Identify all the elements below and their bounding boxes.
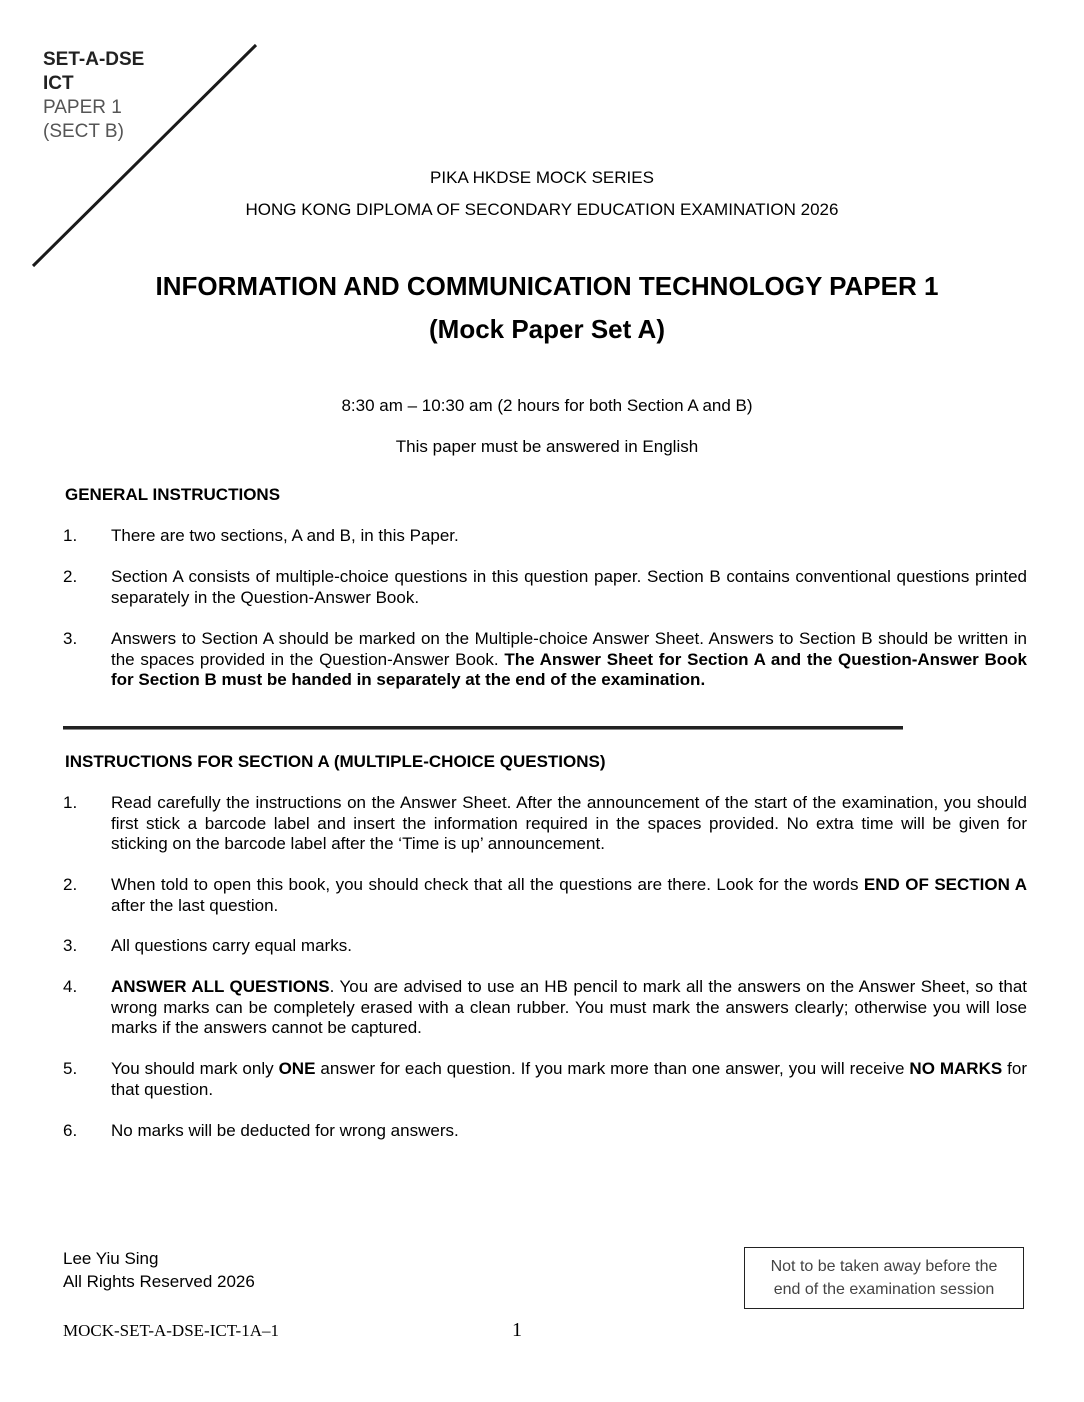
list-item: 1. Read carefully the instructions on the Answer Sheet. After the announcement of the start of the examination, you should first stick a barcode label and insert the information required in the spaces provided. No extra time will be given for sticking on the barcode label after the ‘Time is up’ announcement.	[63, 793, 1027, 853]
list-item: 3. Answers to Section A should be marked on the Multiple-choice Answer Sheet. Answers to Section B should be written in the spaces provided in the Question-Answer Book. The Answer Sheet for Section A and the Question-Answer Book for Section B must be handed in separately at the end of the examination.	[63, 629, 1027, 689]
page-number: 1	[512, 1319, 522, 1341]
list-item: 4. ANSWER ALL QUESTIONS. You are advised to use an HB pencil to mark all the answers on the Answer Sheet, so that wrong marks can be completely erased with a clean rubber. You must mark the answers clearly; otherwise you will lose marks if the answers cannot be captured.	[63, 977, 1027, 1037]
list-item: 5. You should mark only ONE answer for each question. If you mark more than one answer, you will receive NO MARKS for that question.	[63, 1059, 1028, 1099]
corner-paper: PAPER 1	[43, 97, 122, 118]
diagonal-stripe	[0, 0, 300, 300]
author: Lee Yiu Sing	[63, 1249, 159, 1268]
list-item: 2. Section A consists of multiple-choice questions in this question paper. Section B contains conventional questions printed separately in the Question-Answer Book.	[63, 567, 1027, 607]
rights: All Rights Reserved 2026	[63, 1272, 255, 1291]
corner-section: (SECT B)	[43, 121, 124, 142]
copyright-block	[63, 1247, 255, 1293]
notice-box: Not to be taken away before the end of the examination session	[744, 1247, 1024, 1309]
exam-time: 8:30 am – 10:30 am (2 hours for both Section A and B)	[341, 396, 753, 415]
mock-series: PIKA HKDSE MOCK SERIES	[430, 168, 654, 187]
list-item: 3. All questions carry equal marks.	[63, 936, 352, 955]
exam-name: HONG KONG DIPLOMA OF SECONDARY EDUCATION EXAMINATION 2026	[245, 200, 839, 219]
section-divider	[63, 726, 903, 730]
paper-subtitle: (Mock Paper Set A)	[429, 314, 665, 344]
list-item: 6. No marks will be deducted for wrong answers.	[63, 1121, 459, 1140]
corner-label	[43, 48, 144, 144]
paper-code: MOCK-SET-A-DSE-ICT-1A–1	[63, 1321, 279, 1340]
corner-set: SET-A-DSE	[43, 49, 145, 70]
list-item: 2. When told to open this book, you should check that all the questions are there. Look for the words END OF SECTION A after the last question.	[63, 875, 1027, 915]
corner-subject: ICT	[43, 73, 74, 94]
general-instructions-heading: GENERAL INSTRUCTIONS	[65, 485, 281, 504]
section-a-heading: INSTRUCTIONS FOR SECTION A (MULTIPLE-CHOICE QUESTIONS)	[65, 752, 606, 771]
language-note: This paper must be answered in English	[395, 437, 699, 456]
paper-title: INFORMATION AND COMMUNICATION TECHNOLOGY PAPER 1	[155, 271, 939, 301]
list-item: 1. There are two sections, A and B, in this Paper.	[63, 526, 459, 545]
